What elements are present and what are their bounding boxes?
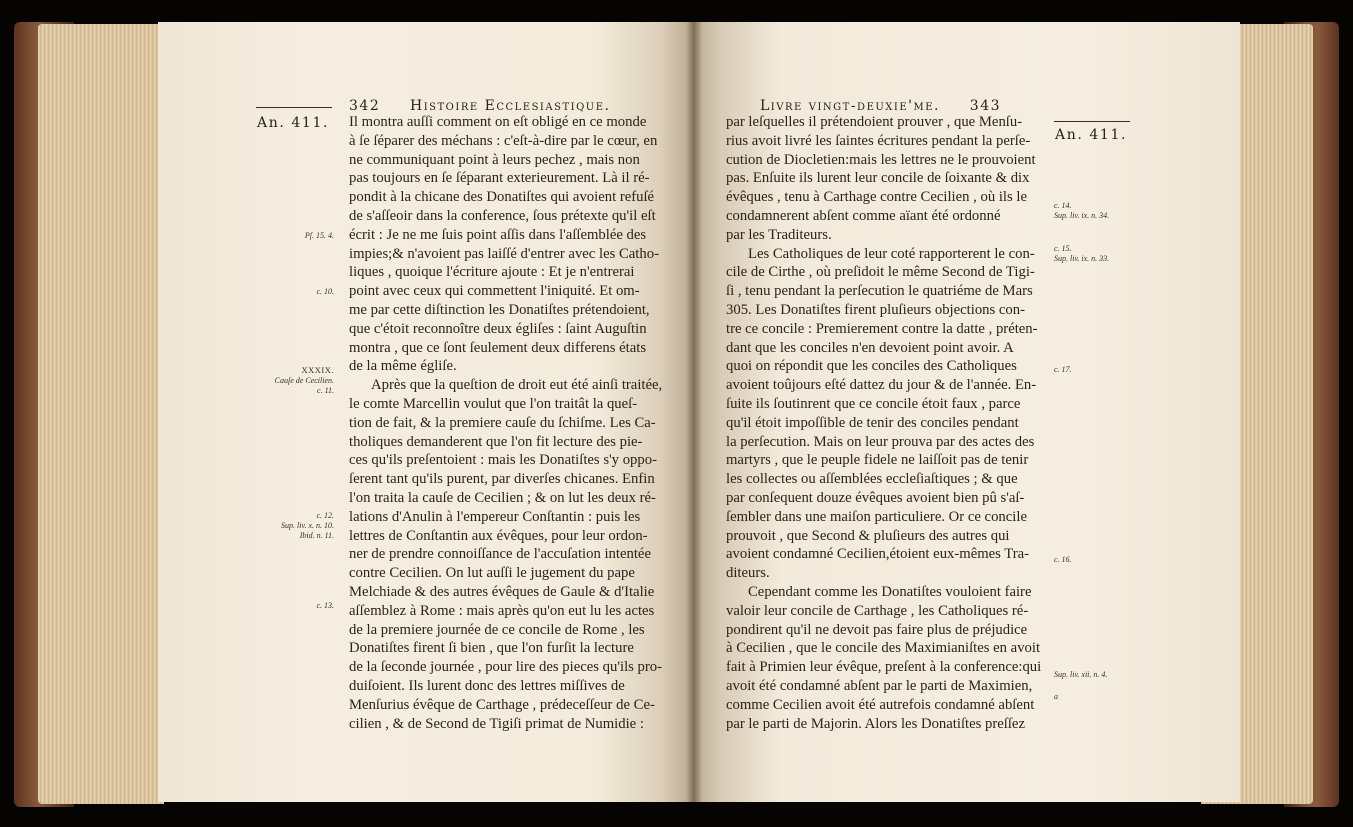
text-line: ſerent tant qu'ils purent, par diverſes chicanes. Enfin: [349, 471, 655, 488]
text-line: martyrs , que le peuple fidele ne laiſſoit pas de tenir: [726, 452, 1029, 469]
text-line: quoi on répondit que les conciles des Catholiques: [726, 358, 1017, 375]
text-line: à Cecilien , que le concile des Maximianiſtes en avoit: [726, 640, 1041, 657]
right-page-number: 343: [969, 98, 1002, 114]
text-line: les collectes ou aſſemblées eccleſiaſtiques ; & que: [726, 471, 1018, 488]
text-line: 305. Les Donatiſtes firent pluſieurs objections con-: [726, 301, 1025, 318]
text-line: le comte Marcellin voulut que l'on traitât la queſ-: [349, 395, 638, 412]
text-line: avoient toûjours eſté dattez du jour & de l'année. En-: [726, 377, 1037, 394]
text-line: pondit à la chicane des Donatiſtes qui avoient refuſé: [349, 189, 655, 206]
margin-note-sup3: Sup. liv. xii. n. 4.: [1054, 670, 1108, 679]
text-line: tre ce concile : Premierement contre la datte , préten-: [726, 320, 1038, 337]
text-line: duiſoient. Ils lurent donc des lettres miſſives de: [349, 677, 625, 694]
text-line: tholiques demanderent que l'on fit lecture des pie-: [349, 433, 643, 450]
text-line: avoit été condamné abſent par le parti de Maximien,: [726, 677, 1033, 694]
margin-note-sup: Sup. liv. x. n. 10.: [281, 521, 334, 530]
text-line: la perſecution. Mais on leur prouva par des actes des: [726, 433, 1035, 450]
right-year-rule: [1054, 121, 1130, 122]
margin-note-ibid: Ibid. n. 11.: [299, 531, 334, 540]
text-line: tion de fait, & la premiere cauſe du ſchiſme. Les Ca-: [349, 414, 656, 431]
text-line: ne communiquant point à leurs pechez , mais non: [349, 151, 640, 168]
section-title: Cauſe de Cecilien.: [274, 376, 334, 385]
text-line: dant que les conciles n'en devoient point avoir. A: [726, 339, 1014, 356]
text-line: valoir leur concile de Carthage , les Catholiques ré-: [726, 602, 1029, 619]
margin-note-c16: c. 16.: [1054, 555, 1072, 564]
text-line: ſuite ils ſoutinrent que ce concile étoit faux , parce: [726, 395, 1021, 412]
left-year-rule: [256, 107, 332, 108]
text-line: de la premiere journée de ce concile de Rome , les: [349, 621, 645, 638]
margin-note-c12: c. 12.: [316, 511, 334, 520]
text-line: par les Traditeurs.: [726, 226, 832, 243]
section-number: XXXIX.: [301, 365, 334, 375]
right-year: An. 411.: [1055, 127, 1127, 143]
margin-note-c14: c. 14.: [1054, 201, 1072, 210]
text-line: Il montra auſſi comment on eſt obligé en ce monde: [349, 114, 647, 130]
text-line: ſembler dans une maiſon particuliere. Or ce concile: [726, 508, 1027, 525]
text-line: me par cette diſtinction les Donatiſtes prétendoient,: [349, 301, 650, 318]
text-line: que c'étoit reconnoître deux égliſes : ſaint Auguſtin: [349, 320, 647, 337]
margin-note-c10: c. 10.: [316, 287, 334, 296]
catchword: a: [1054, 692, 1058, 701]
text-line: cile de Cirthe , où preſidoit le même Second de Tigi-: [726, 264, 1035, 281]
text-line: contre Cecilien. On lut auſſi le jugement du pape: [349, 565, 635, 582]
text-line: Donatiſtes firent ſi bien , que l'on furſit la lecture: [349, 640, 634, 657]
text-line: pas. Enſuite ils lurent leur concile de ſoixante & dix: [726, 170, 1030, 187]
text-line: liques , quoique l'écriture ajoute : Et je n'entrerai: [349, 264, 635, 281]
text-line: de la ſeconde journée , pour lire des pieces qu'ils pro-: [349, 659, 663, 676]
text-line: lettres de Conſtantin aux évêques, pour leur ordon-: [349, 527, 648, 544]
text-line: rius avoit livré les ſaintes écritures pendant la perſe-: [726, 132, 1031, 149]
text-line: évêques , tenu à Carthage contre Cecilien , où ils le: [726, 189, 1027, 206]
text-line: l'on traita la cauſe de Cecilien ; & on lut les deux ré-: [349, 489, 656, 506]
book-gutter: [686, 22, 702, 802]
text-line: Melchiade & des autres évêques de Gaule & d'Italie: [349, 583, 655, 600]
text-line: par conſequent douze évêques avoient bien pû s'aſ-: [726, 489, 1025, 506]
text-line: cilien , & de Second de Tigiſi primat de Numidie :: [349, 715, 644, 732]
text-line: fait à Primien leur évêque, preſent à la conference:qui: [726, 659, 1042, 676]
text-line: par leſquelles il prétendoient prouver , que Menſu-: [726, 114, 1023, 130]
left-page-number: 342: [349, 98, 381, 114]
text-line: ſi , tenu pendant la perſecution le quatriéme de Mars: [726, 283, 1033, 300]
text-line: impies;& n'avoient pas laiſſé d'entrer avec les Catho-: [349, 245, 659, 262]
text-line: pas toujours en ſe ſéparant exterieurement. Là il ré-: [349, 170, 650, 187]
left-running-title: Histoire Ecclesiastique.: [410, 98, 611, 114]
text-line: de s'aſſeoir dans la conference, ſous prétexte qu'il eſt: [349, 207, 656, 224]
text-line: Menſurius évêque de Carthage , prédeceſſeur de Ce-: [349, 696, 655, 713]
margin-note-c11: c. 11.: [317, 386, 334, 395]
text-line: comme Cecilien avoit été autrefois condamné abſent: [726, 696, 1035, 713]
text-line: pondirent qu'il ne devoit pas faire plus de préjudice: [726, 621, 1028, 638]
margin-note-c17: c. 17.: [1054, 365, 1072, 374]
left-body-text: [349, 113, 669, 733]
text-line: qu'il étoit impoſſible de tenir des conciles pendant: [726, 414, 1019, 431]
right-running-title: Livre vingt-deuxie'me.: [760, 98, 941, 114]
text-line: à ſe ſéparer des méchans : c'eſt-à-dire par le cœur, en: [349, 132, 658, 149]
text-line: Les Catholiques de leur coté rapporterent le con-: [748, 245, 1035, 262]
text-line: ner de prendre connoiſſance de l'accuſation intentée: [349, 546, 651, 563]
text-line: montra , que ce ſont ſeulement deux differens états: [349, 339, 647, 356]
text-line: diteurs.: [726, 565, 770, 582]
text-line: point avec ceux qui commettent l'iniquité. Et om-: [349, 283, 640, 300]
margin-note-c13: c. 13.: [316, 601, 334, 610]
text-line: Après que la queſtion de droit eut été ainſi traitée,: [371, 377, 663, 394]
margin-note-c15: c. 15.: [1054, 244, 1072, 253]
text-line: condamnerent abſent comme aïant été ordonné: [726, 207, 1001, 224]
margin-note-sup2: Sup. liv. ix. n. 33.: [1054, 254, 1110, 263]
text-line: par le parti de Majorin. Alors les Donatiſtes preſſez: [726, 715, 1025, 732]
left-page-edges: [38, 24, 164, 804]
text-line: Cependant comme les Donatiſtes vouloient faire: [748, 583, 1032, 600]
text-line: prouvoit , que Second & pluſieurs des autres qui: [726, 527, 1010, 544]
text-line: cution de Diocletien:mais les lettres ne le prouvoient: [726, 151, 1036, 168]
text-line: de la même égliſe.: [349, 358, 457, 375]
right-body-text: [726, 113, 1048, 733]
text-line: ces qu'ils preſentoient : mais les Donatiſtes s'y oppo-: [349, 452, 657, 469]
text-line: aſſemblez à Rome : mais après qu'on eut lu les actes: [349, 602, 655, 619]
text-line: écrit : Je ne me ſuis point aſſis dans l'aſſemblée des: [349, 226, 647, 243]
left-year: An. 411.: [257, 115, 329, 131]
text-line: lations d'Anulin à l'empereur Conſtantin : puis les: [349, 508, 641, 525]
margin-note-sup1: Sup. liv. ix. n. 34.: [1054, 211, 1110, 220]
text-line: avoient condamné Cecilien,étoient eux-mêmes Tra-: [726, 546, 1030, 563]
margin-note-psalm: Pſ. 15. 4.: [304, 231, 334, 240]
